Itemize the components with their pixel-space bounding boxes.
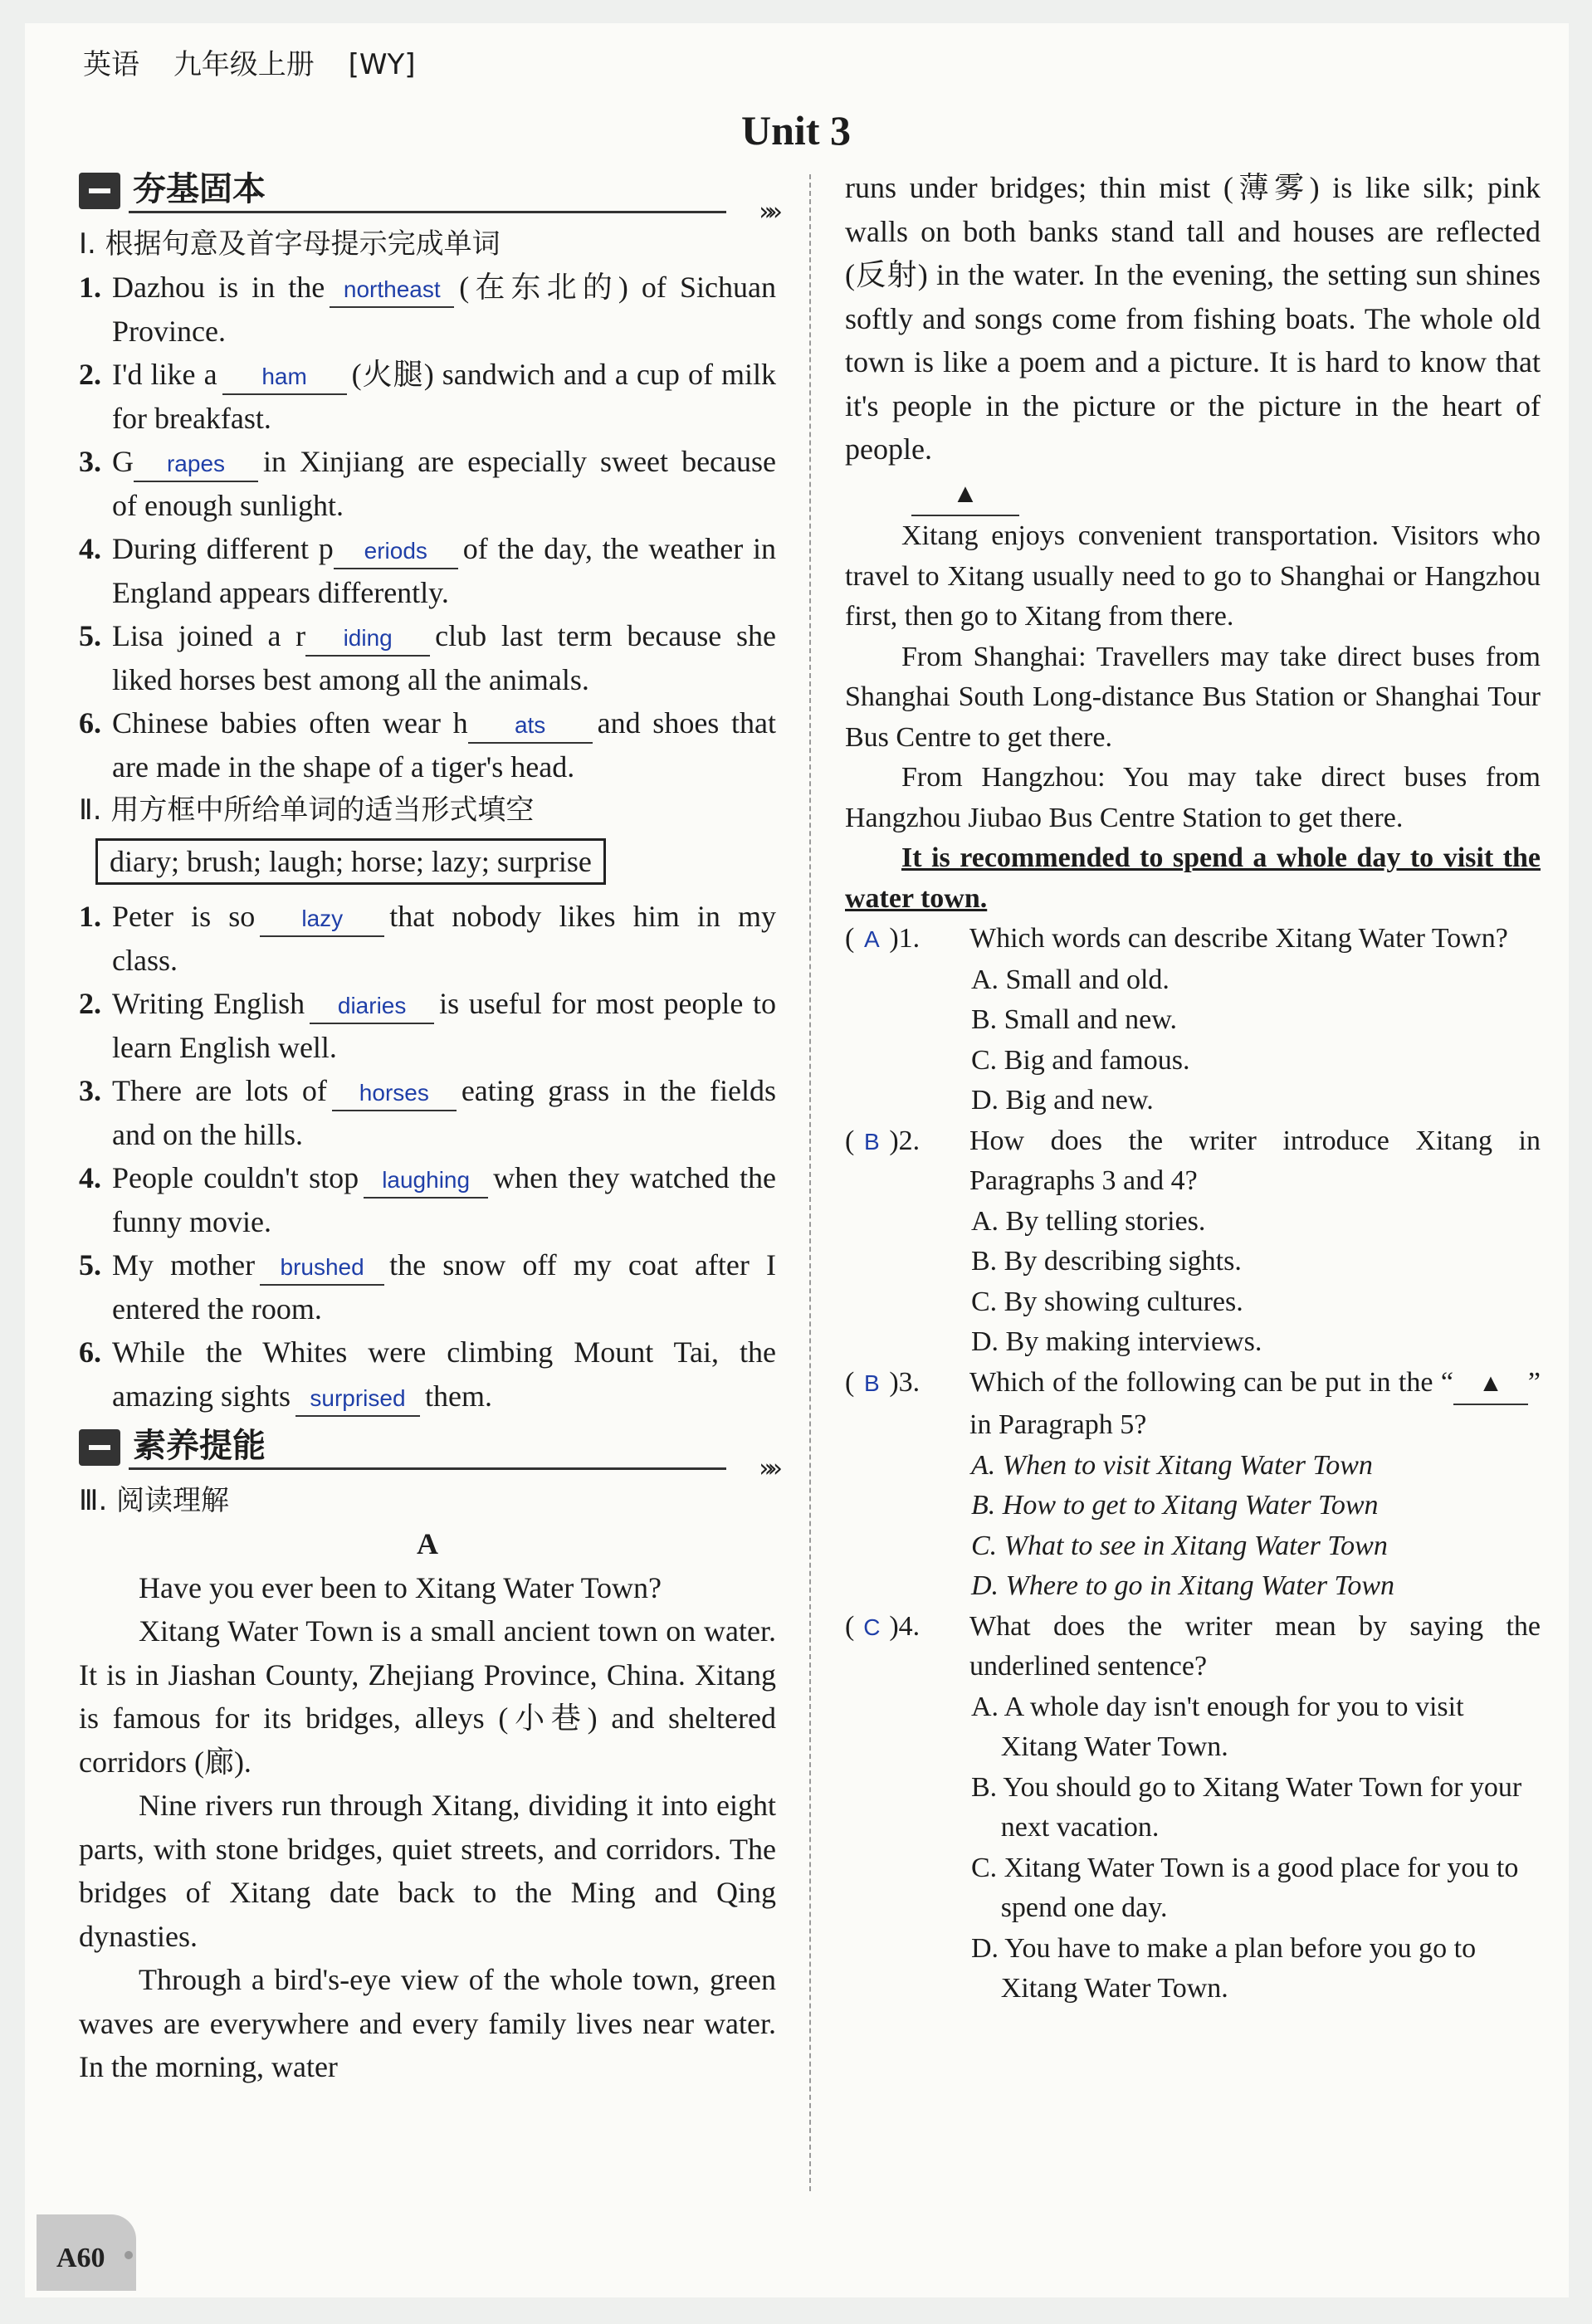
answer-text: ats	[514, 712, 546, 738]
paren: (	[845, 923, 855, 954]
question-number: )4.	[889, 1610, 921, 1642]
part-heading: Ⅱ. 用方框中所给单词的适当形式填空	[79, 793, 535, 827]
answer-blank[interactable]	[468, 706, 593, 744]
question-number: 6.	[79, 1335, 101, 1369]
question-text: is useful for most people to learn English well.	[112, 987, 776, 1064]
question-text: People couldn't stop	[112, 1161, 359, 1194]
question-text: Which words can describe Xitang Water Town?	[969, 923, 1508, 954]
underlined-sentence: It is recommended to spend a whole day to visit the water town.	[845, 842, 1541, 914]
question-item	[79, 895, 776, 982]
word-box: diary; brush; laugh; horse; lazy; surprise	[95, 838, 606, 885]
answer-text: brushed	[280, 1254, 364, 1280]
question-text: that nobody likes him in my class.	[112, 900, 776, 977]
question-number: 5.	[79, 619, 101, 652]
left-column	[79, 166, 776, 2089]
answer-blank[interactable]	[330, 271, 454, 308]
option[interactable]: C. Big and famous.	[971, 1044, 1190, 1076]
answer-blank[interactable]	[222, 358, 347, 395]
question-number: )1.	[889, 923, 921, 954]
question-text: (在东北的) of Sichuan Province.	[112, 271, 776, 348]
part-heading: Ⅰ. 根据句意及首字母提示完成单词	[79, 227, 501, 261]
question-text: While the Whites were climbing Mount Tai, the amazing sights	[112, 1335, 776, 1413]
question-text: I'd like a	[112, 358, 217, 391]
question-text: in Xinjiang are especially sweet because of enough sunlight.	[112, 445, 776, 522]
option[interactable]: C. Xitang Water Town is a good place for you to spend one day.	[971, 1852, 1519, 1923]
option[interactable]: B. You should go to Xitang Water Town for your next vacation.	[971, 1771, 1522, 1843]
right-column	[845, 166, 1541, 2009]
paren: (	[845, 1610, 855, 1642]
section-rule	[129, 211, 726, 213]
option[interactable]: D. By making interviews.	[971, 1326, 1262, 1357]
question-number: 3.	[79, 445, 101, 478]
header-subject: 英语	[83, 48, 139, 81]
section-header-basics	[79, 166, 776, 227]
choice-answer[interactable]: B	[863, 1128, 880, 1155]
option[interactable]: D. Where to go in Xitang Water Town	[971, 1570, 1395, 1601]
chevrons-icon: »»	[759, 1454, 776, 1483]
question-text: them.	[424, 1379, 492, 1413]
answer-text: lazy	[301, 906, 344, 931]
option[interactable]: C. By showing cultures.	[971, 1286, 1243, 1317]
answer-text: surprised	[310, 1384, 406, 1411]
question-number: 6.	[79, 706, 101, 740]
question-item	[79, 1069, 776, 1156]
question-text: My mother	[112, 1248, 256, 1282]
question-block	[845, 919, 1541, 1121]
question-number: 3.	[79, 1074, 101, 1107]
question-text: ” in Paragraph 5?	[969, 1366, 1541, 1440]
section-arrow-icon	[79, 1429, 120, 1466]
part-heading: Ⅲ. 阅读理解	[79, 1484, 230, 1517]
question-number: 1.	[79, 271, 101, 304]
answer-text: rapes	[166, 451, 226, 476]
question-item	[79, 440, 776, 527]
question-item	[79, 527, 776, 614]
passage-label: A	[417, 1527, 438, 1560]
option[interactable]: B. By describing sights.	[971, 1246, 1242, 1277]
answer-blank[interactable]	[364, 1161, 488, 1199]
question-text: How does the writer introduce Xitang in Paragraphs 3 and 4?	[969, 1125, 1541, 1196]
question-number: 4.	[79, 532, 101, 565]
answer-text: horses	[359, 1080, 429, 1106]
passage-paragraph: Xitang enjoys convenient transportation. Visitors who travel to Xitang usually need to go to Shanghai or Hangzhou first, then go to Xitang from there.	[845, 520, 1541, 632]
answer-blank[interactable]	[260, 900, 384, 937]
passage-paragraph: Nine rivers run through Xitang, dividing it into eight parts, with stone bridges, quiet streets, and corridors. The bridges of Xitang date back to the Ming and Qing dynasties.	[79, 1789, 776, 1953]
answer-blank[interactable]	[305, 619, 430, 657]
question-text: the snow off my coat after I entered the room.	[112, 1248, 777, 1326]
passage-paragraph: From Hangzhou: You may take direct buses from Hangzhou Jiubao Bus Centre Station to get there.	[845, 762, 1541, 833]
passage-paragraph: runs under bridges; thin mist (薄雾) is like silk; pink walls on both banks stand tall and houses are reflected (反射) in the water. In the evening, the setting sun shines softly and songs come from fishing boats. The whole old town is like a poem and a picture. It is hard to know that it's people in the picture or the picture in the heart of people.	[845, 171, 1541, 466]
question-text: eating grass in the fields and on the hills.	[112, 1074, 776, 1151]
question-text: What does the writer mean by saying the underlined sentence?	[969, 1610, 1541, 1682]
triangle-blank: ▲	[1453, 1364, 1528, 1406]
choice-answer[interactable]: C	[863, 1614, 881, 1640]
answer-text: diaries	[337, 993, 407, 1018]
question-item	[79, 1156, 776, 1243]
question-item	[79, 1330, 776, 1418]
option[interactable]: A. By telling stories.	[971, 1205, 1206, 1237]
paren: (	[845, 1366, 855, 1398]
question-text: G	[112, 445, 134, 478]
question-block	[845, 1121, 1541, 1363]
option[interactable]: A. Small and old.	[971, 964, 1170, 995]
answer-blank[interactable]	[310, 987, 434, 1024]
page-header	[83, 42, 441, 82]
question-text: Writing English	[112, 987, 305, 1020]
question-text: when they watched the funny movie.	[112, 1161, 776, 1238]
question-item	[79, 982, 776, 1069]
section-title: 素养提能	[133, 1427, 266, 1465]
triangle-blank: ▲	[911, 471, 1019, 517]
header-grade: 九年级上册	[173, 48, 315, 81]
question-number: 4.	[79, 1161, 101, 1194]
question-text: During different p	[112, 532, 334, 565]
question-text: Lisa joined a r	[112, 619, 306, 652]
question-text: Which of the following can be put in the	[969, 1366, 1433, 1398]
column-divider	[809, 174, 811, 2191]
question-text: (火腿) sandwich and a cup of milk for breakfast.	[112, 358, 776, 435]
question-item	[79, 266, 776, 353]
answer-blank[interactable]	[334, 532, 458, 569]
question-number: 2.	[79, 358, 101, 391]
question-block	[845, 1363, 1541, 1607]
section-title: 夯基固本	[133, 170, 266, 208]
question-text: Dazhou is in the	[112, 271, 325, 304]
question-text: Chinese babies often wear h	[112, 706, 468, 740]
choice-answer[interactable]: B	[863, 1370, 880, 1396]
question-number: )3.	[889, 1366, 921, 1398]
answer-blank[interactable]	[134, 445, 258, 482]
question-text: There are lots of	[112, 1074, 327, 1107]
unit-title: Unit 3	[741, 107, 851, 154]
section-header-skills	[79, 1423, 776, 1483]
section-rule	[129, 1467, 726, 1470]
option[interactable]: D. You have to make a plan before you go to Xitang Water Town.	[971, 1932, 1477, 2004]
answer-text: iding	[343, 625, 393, 651]
passage-paragraph: Xitang Water Town is a small ancient town on water. It is in Jiashan County, Zhejiang Province, China. Xitang is famous for its bridges, alleys (小巷) and sheltered corridors (廊).	[79, 1614, 776, 1779]
passage-paragraph: Through a bird's-eye view of the whole town, green waves are everywhere and every family lives near water. In the morning, water	[79, 1963, 776, 2083]
paren: (	[845, 1125, 855, 1156]
chevrons-icon: »»	[759, 198, 776, 227]
question-number: 2.	[79, 987, 101, 1020]
answer-blank[interactable]	[260, 1248, 384, 1286]
open-quote: “	[1440, 1366, 1453, 1398]
question-text: club last term because she liked horses best among all the animals.	[112, 619, 777, 696]
option[interactable]: A. When to visit Xitang Water Town	[971, 1449, 1373, 1481]
option[interactable]: B. Small and new.	[971, 1004, 1178, 1035]
option[interactable]: B. How to get to Xitang Water Town	[971, 1490, 1379, 1521]
answer-text: laughing	[382, 1167, 471, 1193]
question-item	[79, 614, 776, 701]
page-number-tab	[37, 2214, 136, 2291]
answer-blank[interactable]	[295, 1379, 420, 1417]
passage-paragraph: From Shanghai: Travellers may take direct buses from Shanghai South Long-distance Bus Station or Shanghai Tour Bus Centre to get there.	[845, 641, 1541, 753]
page-number: A60	[56, 2243, 105, 2273]
question-text: Peter is so	[112, 900, 256, 933]
question-number: 5.	[79, 1248, 101, 1282]
question-block	[845, 1607, 1541, 2009]
answer-text: ham	[261, 364, 307, 389]
question-item	[79, 701, 776, 788]
choice-answer[interactable]: A	[863, 926, 880, 952]
passage-paragraph: Have you ever been to Xitang Water Town?	[139, 1570, 662, 1604]
option[interactable]: D. Big and new.	[971, 1085, 1154, 1116]
answer-blank[interactable]	[332, 1074, 457, 1111]
question-text: of the day, the weather in England appears differently.	[112, 532, 777, 609]
option[interactable]: C. What to see in Xitang Water Town	[971, 1530, 1388, 1561]
answer-text: eriods	[364, 538, 427, 564]
question-number: )2.	[889, 1125, 921, 1156]
question-text: and shoes that are made in the shape of a tiger's head.	[112, 706, 776, 784]
section-arrow-icon	[79, 173, 120, 209]
question-number: 1.	[79, 900, 101, 933]
option[interactable]: A. A whole day isn't enough for you to visit Xitang Water Town.	[971, 1691, 1464, 1762]
decorative-dot	[125, 2251, 133, 2259]
answer-text: northeast	[343, 276, 441, 302]
header-edition: [WY]	[348, 48, 416, 81]
question-item	[79, 353, 776, 440]
question-item	[79, 1243, 776, 1330]
